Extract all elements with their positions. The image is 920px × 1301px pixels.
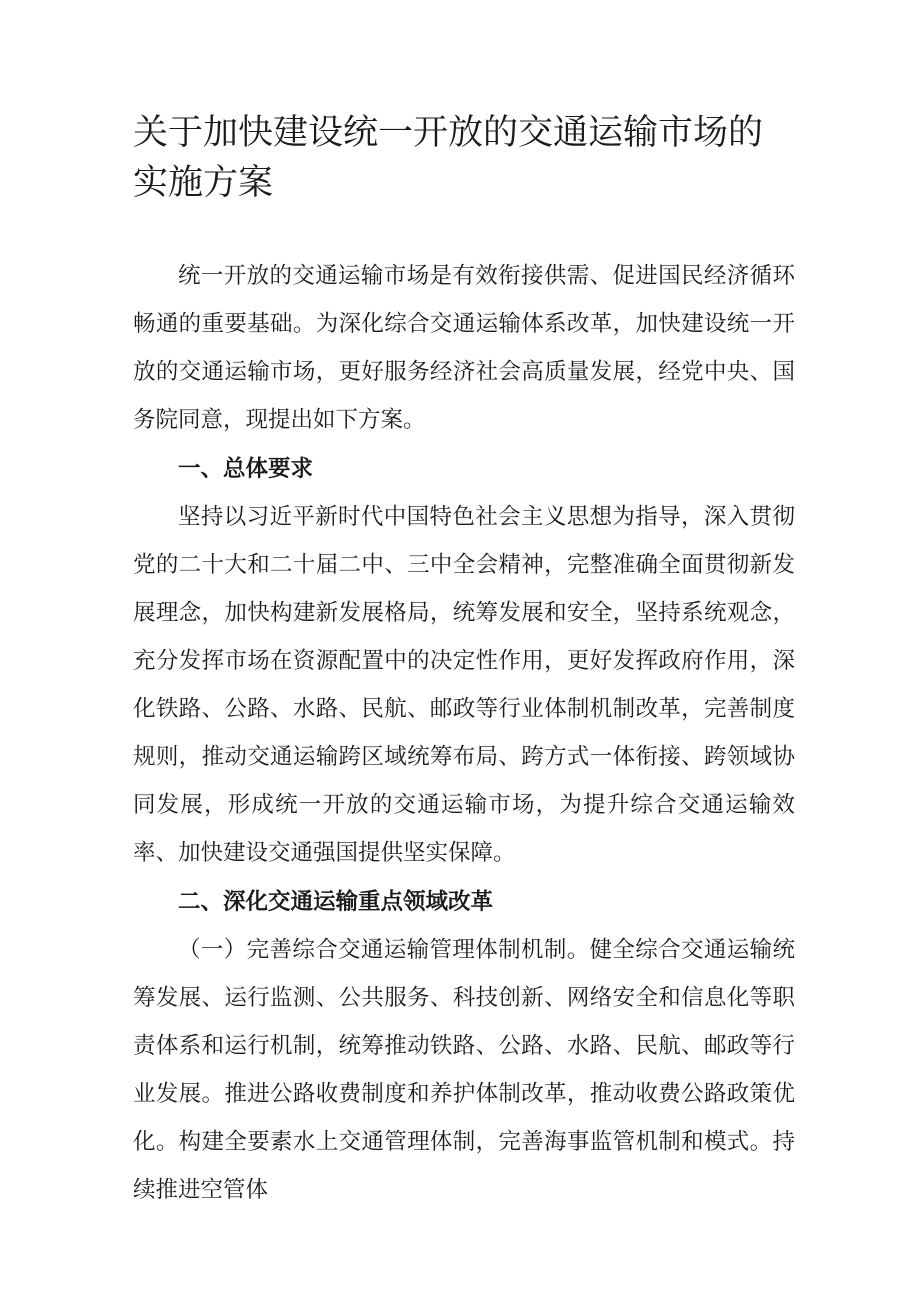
document-title: 关于加快建设统一开放的交通运输市场的实施方案 (133, 113, 764, 203)
section-heading-key-reforms: 二、深化交通运输重点领域改革 (178, 889, 494, 915)
section-paragraph-general-requirements: 坚持以习近平新时代中国特色社会主义思想为指导，深入贯彻党的二十大和二十届二中、三中全会精神，完整准确全面贯彻新发展理念，加快构建新发展格局，统筹发展和安全，坚持系统观念，充分发挥市场在资源配置中的决定性作用，更好发挥政府作用，深化铁路、公路、水路、民航、邮政等行业体制机制改革，完善制度规则，推动交通运输跨区域统筹布局、跨方式一体衔接、跨领域协同发展，形成统一开放的交通运输市场，为提升综合交通运输效率、加快建设交通强国提供坚实保障。 (133, 504, 795, 866)
section-paragraph-key-reforms: （一）完善综合交通运输管理体制机制。健全综合交通运输统筹发展、运行监测、公共服务、科技创新、网络安全和信息化等职责体系和运行机制，统筹推动铁路、公路、水路、民航、邮政等行业发展。推进公路收费制度和养护体制改革，推动收费公路政策优化。构建全要素水上交通管理体制，完善海事监管机制和模式。持续推进空管体 (133, 937, 795, 1203)
intro-paragraph: 统一开放的交通运输市场是有效衔接供需、促进国民经济循环畅通的重要基础。为深化综合交通运输体系改革，加快建设统一开放的交通运输市场，更好服务经济社会高质量发展，经党中央、国务院同意，现提出如下方案。 (133, 263, 795, 433)
section-heading-general-requirements: 一、总体要求 (178, 456, 314, 482)
